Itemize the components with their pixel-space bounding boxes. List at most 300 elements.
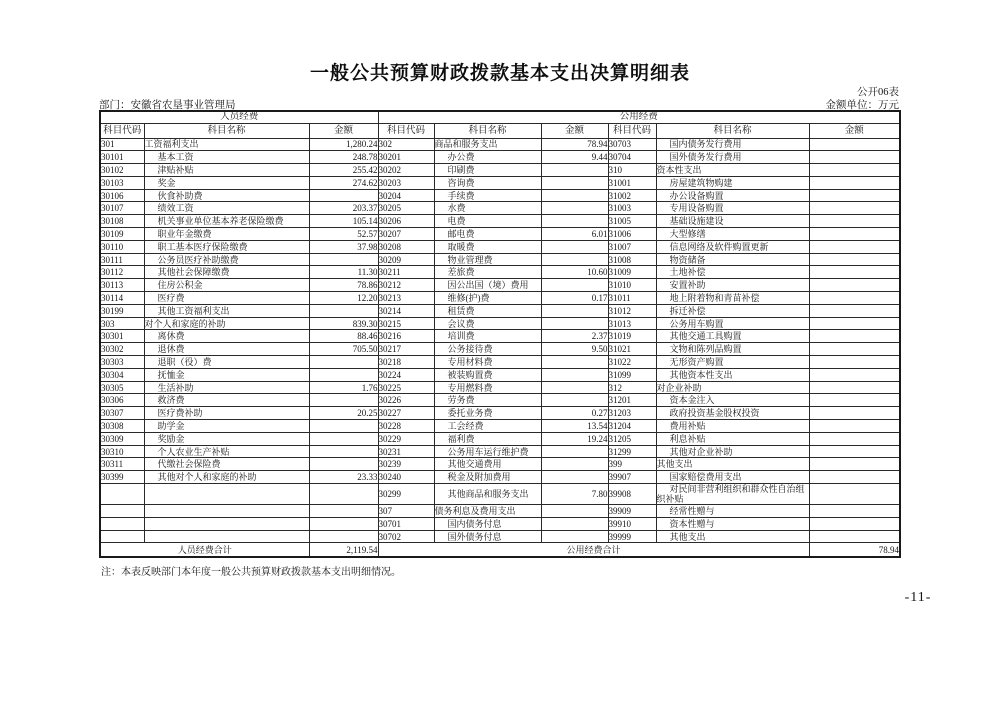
amount-cell [809, 138, 900, 151]
table-row [100, 176, 900, 189]
amount-cell: 7.80 [541, 484, 608, 505]
subject-code-cell: 31021 [608, 343, 656, 356]
amount-cell: 2.37 [541, 330, 608, 343]
amount-cell [809, 330, 900, 343]
subject-code-cell: 312 [608, 381, 656, 394]
personnel-total-label: 人员经费合计 [100, 543, 309, 557]
group-header-public: 公用经费 [378, 111, 900, 123]
amount-cell: 20.25 [309, 407, 378, 420]
amount-cell [309, 368, 378, 381]
table-row [100, 164, 900, 177]
subject-code-cell: 30299 [378, 484, 434, 505]
subject-name-cell: 劳务费 [434, 394, 541, 407]
subject-name-cell: 其他工资福利支出 [144, 304, 309, 317]
table-row [100, 240, 900, 253]
amount-cell: 78.94 [541, 138, 608, 151]
amount-cell [309, 445, 378, 458]
amount-cell [309, 458, 378, 471]
subject-name-cell: 物业管理费 [434, 253, 541, 266]
subject-name-cell: 安置补助 [656, 279, 809, 292]
amount-cell [541, 279, 608, 292]
subject-name-cell: 其他交通费用 [434, 458, 541, 471]
subject-code-cell: 30215 [378, 317, 434, 330]
amount-cell: 23.33 [309, 471, 378, 484]
subject-name-cell: 文物和陈列品购置 [656, 343, 809, 356]
amount-cell [309, 253, 378, 266]
subject-name-cell: 基础设施建设 [656, 215, 809, 228]
table-row [100, 530, 900, 543]
subject-code-cell: 31006 [608, 228, 656, 241]
subject-code-cell [100, 517, 144, 530]
amount-cell: 9.44 [541, 151, 608, 164]
table-row [100, 189, 900, 202]
amount-cell [809, 240, 900, 253]
amount-cell: 203.37 [309, 202, 378, 215]
subject-code-cell: 30216 [378, 330, 434, 343]
table-row [100, 381, 900, 394]
amount-cell [541, 164, 608, 177]
amount-cell [541, 505, 608, 518]
amount-cell [809, 356, 900, 369]
amount-cell [309, 356, 378, 369]
amount-cell [809, 151, 900, 164]
amount-cell [809, 530, 900, 543]
amount-cell: 10.60 [541, 266, 608, 279]
subject-code-cell: 30207 [378, 228, 434, 241]
subject-code-cell: 30302 [100, 343, 144, 356]
subject-name-cell: 奖励金 [144, 432, 309, 445]
subject-code-cell: 30226 [378, 394, 434, 407]
amount-cell [541, 381, 608, 394]
subject-name-cell: 机关事业单位基本养老保险缴费 [144, 215, 309, 228]
subject-name-cell [144, 530, 309, 543]
subject-code-cell: 31012 [608, 304, 656, 317]
subject-name-cell: 委托业务费 [434, 407, 541, 420]
page-number: -11- [904, 590, 932, 605]
public-total-amount: 78.94 [809, 543, 900, 557]
amount-cell [809, 381, 900, 394]
subject-name-cell: 住房公积金 [144, 279, 309, 292]
amount-cell: 255.42 [309, 164, 378, 177]
subject-name-cell: 公务员医疗补助缴费 [144, 253, 309, 266]
amount-cell [541, 240, 608, 253]
subject-code-cell: 399 [608, 458, 656, 471]
subject-code-cell: 30308 [100, 420, 144, 433]
subject-name-cell: 医疗费补助 [144, 407, 309, 420]
subject-code-cell: 30112 [100, 266, 144, 279]
amount-cell [809, 266, 900, 279]
subject-code-cell: 302 [378, 138, 434, 151]
amount-cell [809, 189, 900, 202]
amount-cell: 0.27 [541, 407, 608, 420]
subject-code-cell: 30306 [100, 394, 144, 407]
subject-name-cell: 公务用车购置 [656, 317, 809, 330]
subject-code-cell: 30107 [100, 202, 144, 215]
amount-cell [809, 471, 900, 484]
subject-code-cell: 30108 [100, 215, 144, 228]
subject-code-cell: 30212 [378, 279, 434, 292]
subject-code-cell: 30703 [608, 138, 656, 151]
table-row [100, 215, 900, 228]
subject-name-cell [144, 484, 309, 505]
amount-cell [809, 343, 900, 356]
subject-code-cell: 30227 [378, 407, 434, 420]
amount-cell [541, 253, 608, 266]
column-header-row [100, 123, 900, 138]
subject-name-cell: 退休费 [144, 343, 309, 356]
subject-name-cell: 商品和服务支出 [434, 138, 541, 151]
amount-cell [309, 394, 378, 407]
subject-code-cell: 31204 [608, 420, 656, 433]
subject-name-cell: 其他对企业补助 [656, 445, 809, 458]
subject-name-cell: 因公出国（境）费用 [434, 279, 541, 292]
amount-cell: 19.24 [541, 432, 608, 445]
table-row [100, 432, 900, 445]
subject-name-cell: 绩效工资 [144, 202, 309, 215]
subject-name-cell: 土地补偿 [656, 266, 809, 279]
amount-cell [541, 304, 608, 317]
subject-name-cell: 大型修缮 [656, 228, 809, 241]
subject-code-cell: 30213 [378, 292, 434, 305]
amount-cell: 6.01 [541, 228, 608, 241]
subject-name-cell: 会议费 [434, 317, 541, 330]
subject-name-cell: 福利费 [434, 432, 541, 445]
amount-cell: 1,280.24 [309, 138, 378, 151]
subject-name-cell: 租赁费 [434, 304, 541, 317]
amount-cell [809, 304, 900, 317]
amount-cell: 78.86 [309, 279, 378, 292]
subject-name-cell: 办公设备购置 [656, 189, 809, 202]
amount-cell [809, 505, 900, 518]
table-row [100, 471, 900, 484]
subject-name-cell: 经常性赠与 [656, 505, 809, 518]
column-header-amount: 金额 [541, 123, 608, 138]
subject-code-cell: 31201 [608, 394, 656, 407]
subject-name-cell: 税金及附加费用 [434, 471, 541, 484]
subject-code-cell: 30305 [100, 381, 144, 394]
table-row [100, 368, 900, 381]
table-row [100, 253, 900, 266]
table-row [100, 343, 900, 356]
subject-name-cell: 其他社会保障缴费 [144, 266, 309, 279]
subject-code-cell: 30208 [378, 240, 434, 253]
amount-cell [309, 304, 378, 317]
subject-name-cell: 救济费 [144, 394, 309, 407]
subject-name-cell [144, 505, 309, 518]
subject-code-cell: 39999 [608, 530, 656, 543]
table-row [100, 458, 900, 471]
amount-cell: 13.54 [541, 420, 608, 433]
public-total-label: 公用经费合计 [378, 543, 809, 557]
subject-code-cell: 30311 [100, 458, 144, 471]
amount-cell: 37.98 [309, 240, 378, 253]
subject-name-cell: 水费 [434, 202, 541, 215]
table-row [100, 202, 900, 215]
subject-code-cell: 30702 [378, 530, 434, 543]
subject-name-cell: 职工基本医疗保险缴费 [144, 240, 309, 253]
subject-code-cell: 30214 [378, 304, 434, 317]
subject-name-cell: 国家赔偿费用支出 [656, 471, 809, 484]
amount-cell [809, 164, 900, 177]
table-code-label: 公开06表 [857, 87, 899, 98]
subject-code-cell: 30229 [378, 432, 434, 445]
subject-name-cell: 对民间非营利组织和群众性自治组织补贴 [656, 484, 809, 505]
subject-code-cell: 30211 [378, 266, 434, 279]
subject-name-cell: 办公费 [434, 151, 541, 164]
totals-row [100, 543, 900, 557]
amount-cell [541, 458, 608, 471]
amount-cell [809, 317, 900, 330]
amount-cell: 248.78 [309, 151, 378, 164]
amount-cell [809, 517, 900, 530]
subject-code-cell: 31013 [608, 317, 656, 330]
subject-name-cell: 其他资本性支出 [656, 368, 809, 381]
subject-name-cell: 被装购置费 [434, 368, 541, 381]
subject-code-cell: 31205 [608, 432, 656, 445]
amount-cell [809, 176, 900, 189]
subject-code-cell: 30114 [100, 292, 144, 305]
subject-code-cell [100, 530, 144, 543]
subject-name-cell: 房屋建筑物购建 [656, 176, 809, 189]
subject-code-cell: 310 [608, 164, 656, 177]
subject-code-cell: 30399 [100, 471, 144, 484]
column-header-amount: 金额 [809, 123, 900, 138]
subject-name-cell: 手续费 [434, 189, 541, 202]
subject-name-cell: 津贴补贴 [144, 164, 309, 177]
subject-name-cell: 其他对个人和家庭的补助 [144, 471, 309, 484]
subject-name-cell: 医疗费 [144, 292, 309, 305]
subject-name-cell: 职业年金缴费 [144, 228, 309, 241]
subject-name-cell: 地上附着物和青苗补偿 [656, 292, 809, 305]
subject-name-cell: 其他交通工具购置 [656, 330, 809, 343]
subject-code-cell: 31011 [608, 292, 656, 305]
subject-code-cell: 39908 [608, 484, 656, 505]
subject-name-cell: 拆迁补偿 [656, 304, 809, 317]
subject-code-cell: 30109 [100, 228, 144, 241]
subject-name-cell: 国外债务发行费用 [656, 151, 809, 164]
amount-cell [541, 517, 608, 530]
table-row [100, 317, 900, 330]
subject-name-cell: 电费 [434, 215, 541, 228]
amount-cell: 12.20 [309, 292, 378, 305]
subject-name-cell: 其他支出 [656, 530, 809, 543]
amount-cell [809, 407, 900, 420]
amount-cell [541, 356, 608, 369]
subject-name-cell: 国外债务付息 [434, 530, 541, 543]
amount-cell [309, 484, 378, 505]
subject-code-cell: 30204 [378, 189, 434, 202]
subject-name-cell: 伙食补助费 [144, 189, 309, 202]
amount-cell: 705.50 [309, 343, 378, 356]
table-row [100, 394, 900, 407]
amount-cell [309, 189, 378, 202]
subject-code-cell: 30228 [378, 420, 434, 433]
table-row [100, 330, 900, 343]
group-header-row [100, 111, 900, 123]
subject-name-cell: 印刷费 [434, 164, 541, 177]
subject-code-cell [100, 484, 144, 505]
subject-code-cell: 30201 [378, 151, 434, 164]
subject-code-cell: 39910 [608, 517, 656, 530]
column-header-name: 科目名称 [434, 123, 541, 138]
subject-code-cell: 30301 [100, 330, 144, 343]
column-header-name: 科目名称 [656, 123, 809, 138]
subject-name-cell: 对企业补助 [656, 381, 809, 394]
amount-cell [309, 517, 378, 530]
amount-cell [809, 484, 900, 505]
column-header-code: 科目代码 [100, 123, 144, 138]
subject-name-cell: 公务用车运行维护费 [434, 445, 541, 458]
subject-code-cell: 31002 [608, 189, 656, 202]
subject-code-cell: 30101 [100, 151, 144, 164]
subject-code-cell: 31001 [608, 176, 656, 189]
subject-name-cell: 离休费 [144, 330, 309, 343]
budget-detail-table [99, 110, 901, 558]
department-label: 部门：安徽省农垦事业管理局 [99, 100, 236, 111]
group-header-personnel: 人员经费 [100, 111, 378, 123]
amount-cell [541, 445, 608, 458]
subject-name-cell: 资本金注入 [656, 394, 809, 407]
column-header-code: 科目代码 [378, 123, 434, 138]
amount-cell [809, 432, 900, 445]
subject-code-cell: 30304 [100, 368, 144, 381]
subject-code-cell: 30225 [378, 381, 434, 394]
amount-cell [541, 471, 608, 484]
subject-code-cell: 30217 [378, 343, 434, 356]
subject-name-cell: 国内债务付息 [434, 517, 541, 530]
amount-cell [541, 189, 608, 202]
subject-name-cell: 咨询费 [434, 176, 541, 189]
subject-code-cell: 39909 [608, 505, 656, 518]
subject-name-cell: 信息网络及软件购置更新 [656, 240, 809, 253]
amount-cell [809, 292, 900, 305]
amount-cell [541, 317, 608, 330]
subject-code-cell: 30106 [100, 189, 144, 202]
amount-cell: 105.14 [309, 215, 378, 228]
amount-cell [809, 279, 900, 292]
table-row [100, 445, 900, 458]
subject-name-cell: 差旅费 [434, 266, 541, 279]
table-row [100, 304, 900, 317]
table-row [100, 407, 900, 420]
subject-name-cell: 专用材料费 [434, 356, 541, 369]
subject-code-cell: 39907 [608, 471, 656, 484]
subject-code-cell: 30701 [378, 517, 434, 530]
subject-code-cell: 30113 [100, 279, 144, 292]
subject-name-cell: 对个人和家庭的补助 [144, 317, 309, 330]
amount-cell: 0.17 [541, 292, 608, 305]
subject-name-cell: 公务接待费 [434, 343, 541, 356]
subject-name-cell: 资本性赠与 [656, 517, 809, 530]
subject-code-cell: 31299 [608, 445, 656, 458]
subject-code-cell: 31022 [608, 356, 656, 369]
table-row [100, 505, 900, 518]
amount-cell: 52.57 [309, 228, 378, 241]
subject-code-cell: 303 [100, 317, 144, 330]
amount-cell [541, 530, 608, 543]
amount-cell [541, 176, 608, 189]
amount-cell [809, 420, 900, 433]
subject-name-cell: 基本工资 [144, 151, 309, 164]
subject-code-cell: 307 [378, 505, 434, 518]
amount-cell [809, 202, 900, 215]
subject-name-cell: 工会经费 [434, 420, 541, 433]
amount-cell [309, 505, 378, 518]
subject-name-cell: 个人农业生产补贴 [144, 445, 309, 458]
subject-code-cell: 31019 [608, 330, 656, 343]
subject-name-cell [144, 517, 309, 530]
column-header-name: 科目名称 [144, 123, 309, 138]
amount-cell [541, 368, 608, 381]
column-header-code: 科目代码 [608, 123, 656, 138]
subject-name-cell: 工资福利支出 [144, 138, 309, 151]
amount-cell [809, 445, 900, 458]
table-row [100, 517, 900, 530]
subject-name-cell: 生活补助 [144, 381, 309, 394]
amount-cell: 274.62 [309, 176, 378, 189]
subject-code-cell: 30231 [378, 445, 434, 458]
table-row [100, 151, 900, 164]
subject-name-cell: 物资储备 [656, 253, 809, 266]
subject-code-cell: 301 [100, 138, 144, 151]
subject-name-cell: 助学金 [144, 420, 309, 433]
table-row [100, 279, 900, 292]
subject-name-cell: 专用设备购置 [656, 202, 809, 215]
subject-code-cell: 30103 [100, 176, 144, 189]
amount-cell [809, 458, 900, 471]
subject-name-cell: 其他支出 [656, 458, 809, 471]
amount-cell [809, 228, 900, 241]
subject-code-cell: 31005 [608, 215, 656, 228]
subject-code-cell: 31003 [608, 202, 656, 215]
amount-cell [309, 530, 378, 543]
subject-name-cell: 专用燃料费 [434, 381, 541, 394]
amount-cell [541, 202, 608, 215]
subject-code-cell: 30303 [100, 356, 144, 369]
subject-name-cell: 取暖费 [434, 240, 541, 253]
subject-name-cell: 邮电费 [434, 228, 541, 241]
subject-name-cell: 政府投资基金股权投资 [656, 407, 809, 420]
table-row [100, 292, 900, 305]
subject-name-cell: 抚恤金 [144, 368, 309, 381]
subject-code-cell: 30110 [100, 240, 144, 253]
subject-code-cell: 30111 [100, 253, 144, 266]
table-row [100, 138, 900, 151]
subject-code-cell: 30199 [100, 304, 144, 317]
subject-code-cell: 30309 [100, 432, 144, 445]
personnel-total-amount: 2,119.54 [309, 543, 378, 557]
subject-code-cell: 31203 [608, 407, 656, 420]
subject-code-cell: 31009 [608, 266, 656, 279]
footnote: 注：本表反映部门本年度一般公共预算财政拨款基本支出明细情况。 [101, 567, 401, 578]
table-row [100, 420, 900, 433]
subject-code-cell [100, 505, 144, 518]
subject-name-cell: 退职（役）费 [144, 356, 309, 369]
amount-cell: 1.76 [309, 381, 378, 394]
subject-name-cell: 利息补贴 [656, 432, 809, 445]
subject-code-cell: 30203 [378, 176, 434, 189]
amount-cell [309, 432, 378, 445]
subject-code-cell: 31007 [608, 240, 656, 253]
subject-code-cell: 30102 [100, 164, 144, 177]
table-row [100, 228, 900, 241]
subject-code-cell: 30239 [378, 458, 434, 471]
table-row [100, 356, 900, 369]
subject-code-cell: 31008 [608, 253, 656, 266]
table-body [100, 138, 900, 543]
amount-cell [809, 368, 900, 381]
amount-cell [541, 394, 608, 407]
